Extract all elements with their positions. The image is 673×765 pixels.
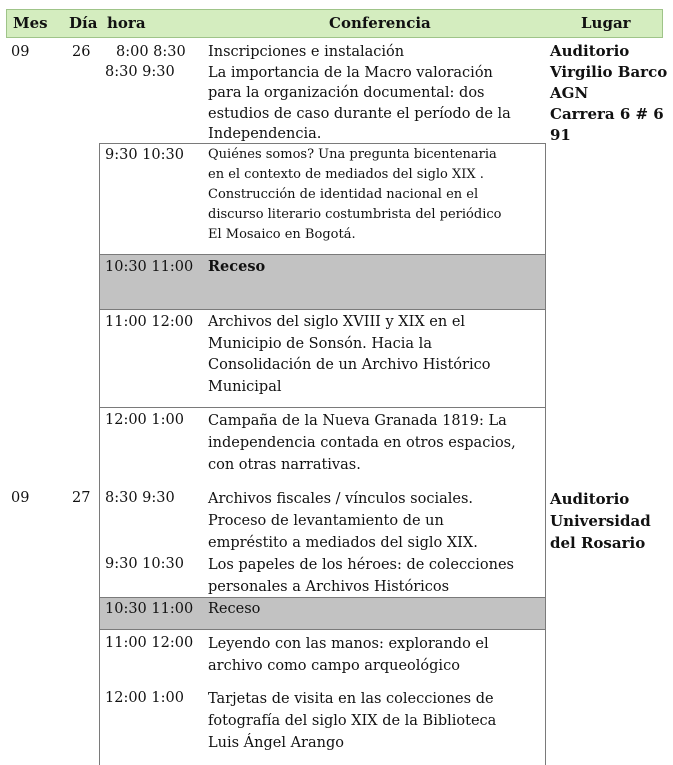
header-mes: Mes	[13, 14, 48, 32]
title-line: fotografía del siglo XIX de la Biblioteca	[208, 713, 497, 729]
day1-dia: 26	[72, 44, 91, 60]
title-line: Inscripciones e instalación	[208, 44, 405, 60]
title-line: archivo como campo arqueológico	[208, 658, 460, 674]
title-line: Archivos fiscales / vínculos sociales.	[208, 491, 474, 507]
title-line: Municipal	[208, 378, 282, 395]
lugar-line: AGN	[550, 84, 589, 102]
grid-line	[99, 254, 546, 255]
header-dia: Día	[69, 14, 98, 32]
grid-line	[99, 407, 546, 408]
table-header	[6, 9, 663, 38]
session-time: 9:30 10:30	[105, 147, 184, 163]
lugar-line: Universidad	[550, 512, 651, 530]
title-line: La importancia de la Macro valoración	[208, 64, 493, 81]
title-line: Los papeles de los héroes: de colecciones	[208, 557, 514, 573]
title-line: Independencia.	[208, 126, 322, 142]
title-line: personales a Archivos Históricos	[208, 579, 450, 595]
title-line: Proceso de levantamiento de un	[208, 513, 444, 529]
title-line: empréstito a mediados del siglo XIX.	[208, 535, 478, 551]
title-line: Quiénes somos? Una pregunta bicentenaria	[208, 147, 497, 162]
title-line: discurso literario costumbrista del periódico	[208, 207, 502, 222]
title-line: en el contexto de mediados del siglo XIX .	[208, 167, 484, 182]
title-line: independencia contada en otros espacios,	[208, 435, 516, 451]
title-line: Municipio de Sonsón. Hacia la	[208, 335, 432, 352]
session-time: 12:00 1:00	[105, 412, 184, 428]
lugar-line: del Rosario	[550, 534, 646, 552]
header-conferencia: Conferencia	[329, 14, 431, 32]
recess-time: 10:30 11:00	[105, 601, 194, 617]
header-hora: hora	[107, 14, 146, 32]
session-time: 12:00 1:00	[105, 690, 184, 706]
title-line: Consolidación de un Archivo Histórico	[208, 357, 491, 373]
title-line: estudios de caso durante el período de la	[208, 105, 511, 122]
session-time: 8:30 9:30	[105, 64, 175, 80]
title-line: Campaña de la Nueva Granada 1819: La	[208, 413, 507, 429]
recess-label: Receso	[208, 601, 261, 617]
title-line: Luis Ángel Arango	[208, 735, 344, 751]
grid-line	[99, 629, 546, 630]
session-time: 11:00 12:00	[105, 635, 194, 651]
lugar-line: 91	[550, 126, 571, 144]
recess-label: Receso	[208, 258, 266, 275]
session-title	[208, 633, 489, 677]
recess-time: 10:30 11:00	[105, 259, 194, 275]
title-line: Leyendo con las manos: explorando el	[208, 636, 489, 652]
session-title	[208, 688, 496, 754]
day2-mes: 09	[11, 490, 30, 506]
grid-line	[99, 309, 546, 310]
session-time: 9:30 10:30	[105, 556, 184, 572]
session-title	[208, 42, 511, 145]
day1-mes: 09	[11, 44, 30, 60]
lugar-line: Auditorio	[550, 490, 630, 508]
grid-line	[99, 143, 100, 765]
lugar-line: Carrera 6 # 6	[550, 105, 664, 123]
title-line: El Mosaico en Bogotá.	[208, 227, 356, 242]
session-title	[208, 410, 516, 476]
day1-lugar	[550, 41, 667, 146]
grid-line	[545, 143, 546, 765]
session-time: 8:30 9:30	[105, 490, 175, 506]
session-title	[208, 488, 514, 598]
title-line: Archivos del siglo XVIII y XIX en el	[208, 314, 466, 330]
session-time: 8:00 8:30	[116, 44, 186, 60]
lugar-line: Virgilio Barco	[550, 63, 668, 81]
header-lugar: Lugar	[581, 14, 631, 32]
session-title	[208, 145, 501, 245]
title-line: Construcción de identidad nacional en el	[208, 187, 479, 202]
session-time: 11:00 12:00	[105, 314, 194, 330]
title-line: con otras narrativas.	[208, 457, 361, 473]
title-line: Tarjetas de visita en las colecciones de	[208, 691, 494, 707]
day2-dia: 27	[72, 490, 91, 506]
title-line: para la organización documental: dos	[208, 85, 485, 101]
session-title	[208, 312, 490, 398]
lugar-line: Auditorio	[550, 42, 630, 60]
day2-lugar	[550, 488, 651, 554]
